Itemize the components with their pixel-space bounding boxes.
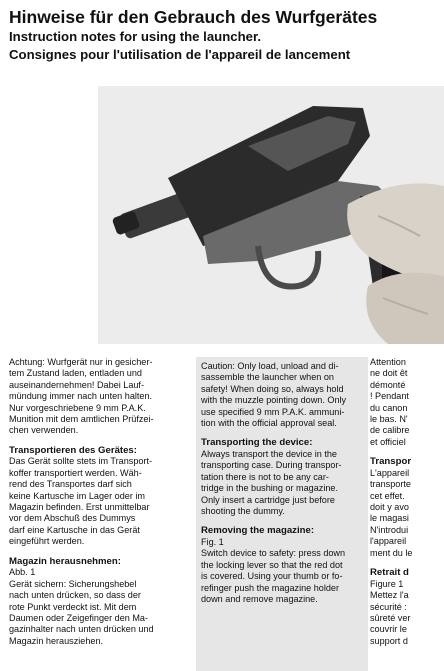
text-line: rote Punkt verdeckt ist. Mit dem	[9, 601, 137, 612]
page-header	[9, 6, 439, 64]
title-german: Hinweise für den Gebrauch des Wurfgerätes	[9, 7, 378, 27]
text-line: nach unten drücken, so dass der	[9, 590, 141, 601]
paragraph-gap	[201, 429, 368, 437]
text-line: Abb. 1	[9, 567, 36, 578]
text-line: use specified 9 mm P.A.K. ammuni-	[201, 406, 345, 417]
section-heading: Magazin herausnehmen:	[9, 555, 121, 567]
text-line: keine Kartusche im Lager oder im	[9, 490, 145, 501]
text-line: down and remove magazine.	[201, 594, 318, 605]
text-line: gazinhalter nach unten drücken und	[9, 624, 154, 635]
text-line: Gerät sichern: Sicherungshebel	[9, 578, 137, 589]
pistol-launcher-icon	[98, 86, 444, 344]
text-line: Caution: Only load, unload and di-	[201, 361, 339, 371]
text-line: et officiel	[370, 436, 406, 447]
text-line: de calibre	[370, 425, 410, 436]
text-line: tem Zustand laden, entladen und	[9, 368, 142, 379]
text-line: Achtung: Wurfgerät nur in gesicher-	[9, 357, 153, 367]
paragraph-gap	[9, 437, 192, 445]
text-line: the locking lever so that the red dot	[201, 559, 343, 570]
text-line: Only insert a cartridge just before	[201, 494, 335, 505]
text-line: is covered. Using your thumb or fo-	[201, 571, 343, 582]
column-french	[370, 357, 444, 671]
title-english: Instruction notes for using the launcher.	[9, 29, 262, 44]
text-line: le bas. N'	[370, 414, 408, 425]
paragraph-gap	[370, 559, 444, 567]
text-line: Fig. 1	[201, 537, 224, 548]
text-line: refinger push the magazine holder	[201, 582, 340, 593]
section-heading: Transporting the device:	[201, 437, 313, 449]
text-line: tation there is not to be any car-	[201, 471, 329, 482]
paragraph-gap	[370, 448, 444, 456]
text-line: cet effet.	[370, 490, 405, 501]
column-german	[9, 357, 192, 671]
text-line: Daumen oder Zeigefinger den Ma-	[9, 612, 149, 623]
text-line: support d	[370, 635, 408, 646]
text-line: eingeführt werden.	[9, 536, 85, 547]
text-line: sassemble the launcher when on	[201, 372, 334, 383]
text-line: couvrir le	[370, 624, 407, 635]
paragraph-gap	[201, 517, 368, 525]
text-line: L'appareil	[370, 467, 410, 478]
text-line: doit y avo	[370, 502, 409, 513]
text-line: sûreté ver	[370, 612, 411, 623]
text-line: Switch device to safety: press down	[201, 548, 346, 559]
text-line: le magasi	[370, 513, 409, 524]
text-line: tion with the official approval seal.	[201, 418, 337, 429]
text-line: koffer transportiert werden. Wäh-	[9, 467, 142, 478]
text-line: Das Gerät sollte stets im Transport-	[9, 456, 153, 467]
text-line: sécurité :	[370, 601, 407, 612]
column-english	[196, 357, 368, 671]
text-line: Munition mit dem amtlichen Prüfzei-	[9, 414, 154, 425]
text-line: darf eine Kartusche in das Gerät	[9, 524, 140, 535]
text-line: Always transport the device in the	[201, 449, 337, 460]
text-line: transporte	[370, 479, 411, 490]
text-line: N'introdui	[370, 524, 409, 535]
text-line: safety! When doing so, always hold	[201, 383, 344, 394]
paragraph-gap	[9, 548, 192, 556]
text-line: du canon	[370, 402, 408, 413]
text-line: chen verwenden.	[9, 425, 79, 436]
text-line: Figure 1	[370, 578, 404, 589]
text-line: shooting the dummy.	[201, 506, 285, 517]
text-line: Mettez l'a	[370, 590, 409, 601]
section-heading: Retrait d	[370, 567, 409, 579]
text-line: ment du le	[370, 547, 413, 558]
text-line: transporting case. During transpor-	[201, 460, 342, 471]
section-heading: Removing the magazine:	[201, 525, 315, 537]
text-line: with the muzzle pointing down. Only	[201, 395, 347, 406]
text-line: tridge in the bushing or magazine.	[201, 483, 338, 494]
text-line: ne doit êt	[370, 368, 408, 379]
text-line: vor dem Abschuß des Dummys	[9, 513, 136, 524]
text-line: Magazin befinden. Erst unmittelbar	[9, 502, 150, 513]
text-line: démonté	[370, 379, 406, 390]
title-french: Consignes pour l'utilisation de l'appareil de lancement	[9, 47, 351, 62]
text-line: Attention	[370, 357, 406, 367]
text-line: ! Pendant	[370, 391, 409, 402]
text-line: auseinandernehmen! Dabei Lauf-	[9, 379, 144, 390]
text-line: rend des Transportes darf sich	[9, 479, 132, 490]
text-line: mündung immer nach unten halten.	[9, 391, 153, 402]
launcher-photo	[98, 86, 444, 344]
text-line: Magazin herausziehen.	[9, 635, 104, 646]
text-line: Nur vorgeschriebene 9 mm P.A.K.	[9, 402, 146, 413]
text-line: l'appareil	[370, 536, 407, 547]
section-heading: Transportieren des Gerätes:	[9, 444, 137, 456]
section-heading: Transpor	[370, 456, 412, 468]
